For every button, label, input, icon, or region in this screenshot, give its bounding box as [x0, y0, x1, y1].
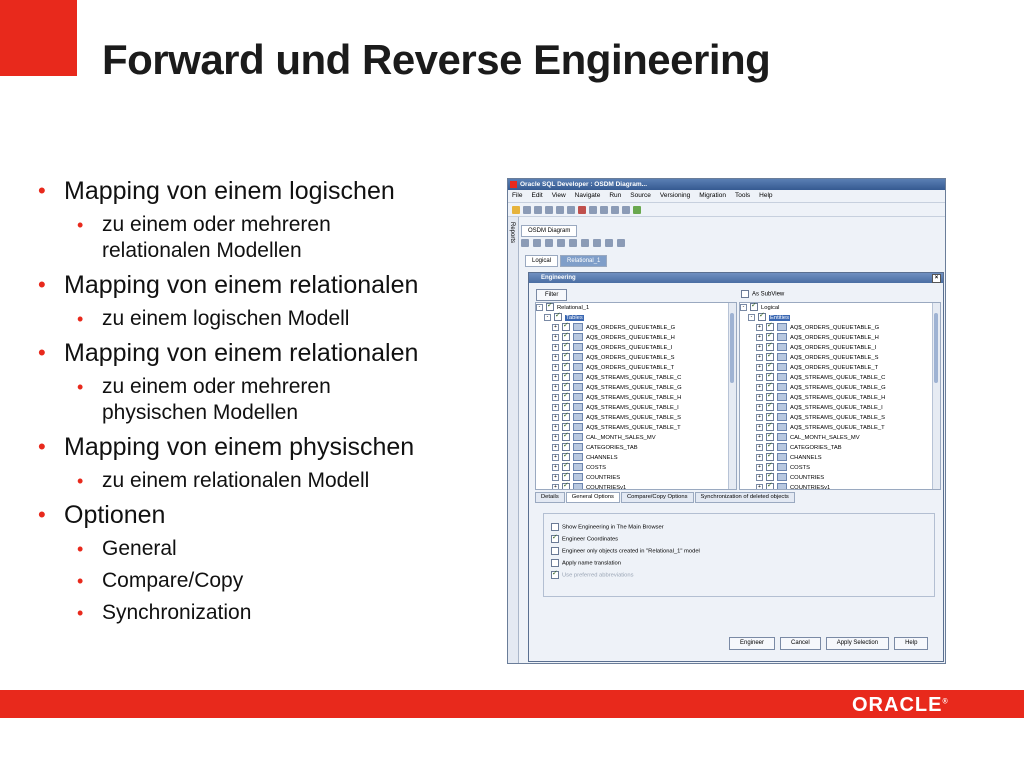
checkbox-icon[interactable] [562, 443, 570, 451]
checkbox-icon[interactable] [766, 343, 774, 351]
collapse-icon[interactable]: - [544, 314, 551, 321]
oracle-logo: ORACLE® [852, 694, 949, 716]
sub-bullet-line: • Compare/Copy [102, 569, 244, 592]
checkbox-icon[interactable] [562, 363, 570, 371]
expand-icon[interactable]: + [552, 354, 559, 361]
option-label: Engineer only objects created in "Relational_1" model [562, 548, 700, 555]
general-options-panel [543, 513, 935, 597]
tree-item-label: CHANNELS [790, 455, 822, 461]
sub-bullet-item [38, 468, 488, 494]
table-icon [573, 433, 583, 441]
sub-bullet-line: physischen Modellen [102, 401, 299, 424]
checkbox-icon[interactable] [766, 423, 774, 431]
tree-item-label: COUNTRIES [586, 475, 621, 481]
checkbox-icon[interactable] [562, 463, 570, 471]
table-icon [573, 393, 583, 401]
workspace [519, 217, 945, 663]
table-icon [777, 383, 787, 391]
tree-item-label: COUNTRIESv1 [586, 485, 627, 490]
tree-item-label: COUNTRIES [790, 475, 825, 481]
checkbox-icon[interactable] [562, 383, 570, 391]
tree-item-label: CAL_MONTH_SALES_MV [790, 435, 860, 441]
option-label: Engineer Coordinates [562, 536, 619, 543]
checkbox-icon[interactable] [766, 363, 774, 371]
red-corner-square [0, 0, 77, 76]
expand-icon[interactable]: + [756, 444, 763, 451]
table-icon [777, 323, 787, 331]
run-icon[interactable] [633, 206, 641, 214]
main-toolbar [508, 203, 945, 217]
checkbox-icon[interactable] [554, 313, 562, 321]
cut-icon[interactable] [578, 206, 586, 214]
table-icon [777, 403, 787, 411]
tree-root-label: Logical [761, 305, 780, 311]
fit-screen-icon[interactable] [605, 239, 613, 247]
option-checkbox[interactable] [551, 547, 700, 555]
tree-item-label: AQ$_ORDERS_QUEUETABLE_G [790, 325, 880, 331]
expand-icon[interactable]: + [756, 434, 763, 441]
tree-root-label: Relational_1 [557, 305, 590, 311]
option-checkbox[interactable] [551, 535, 618, 543]
checkbox-icon[interactable] [766, 483, 774, 490]
tree-item-label: AQ$_ORDERS_QUEUETABLE_I [790, 345, 877, 351]
expand-icon[interactable]: + [756, 454, 763, 461]
tree-item-label: AQ$_ORDERS_QUEUETABLE_H [586, 335, 675, 341]
tree-item-label: CATEGORIES_TAB [790, 445, 842, 451]
expand-icon[interactable]: + [756, 324, 763, 331]
table-icon [573, 363, 583, 371]
expand-icon[interactable]: + [552, 334, 559, 341]
target-tree-pane [739, 302, 941, 490]
checkbox-icon[interactable] [766, 373, 774, 381]
table-icon [573, 383, 583, 391]
expand-icon[interactable]: + [756, 484, 763, 490]
expand-icon[interactable]: + [756, 424, 763, 431]
option-label: Use preferred abbreviations [562, 572, 634, 579]
cancel-button[interactable]: Cancel [780, 637, 821, 650]
tree-item-label: AQ$_STREAMS_QUEUE_TABLE_T [790, 425, 885, 431]
tab-compare-copy-options[interactable]: Compare/Copy Options [621, 492, 694, 503]
option-checkbox [551, 571, 634, 579]
expand-icon[interactable]: + [756, 354, 763, 361]
dialog-buttons [729, 637, 928, 650]
checkbox-icon[interactable] [766, 473, 774, 481]
checkbox-icon[interactable] [766, 413, 774, 421]
checkbox-icon [551, 535, 559, 543]
as-subview-checkbox[interactable] [741, 290, 784, 298]
option-label: Show Engineering in The Main Browser [562, 524, 664, 531]
menu-item-run[interactable]: Run [609, 192, 622, 199]
tree-item-label: AQ$_STREAMS_QUEUE_TABLE_C [790, 375, 886, 381]
checkbox-icon [551, 523, 559, 531]
table-icon [777, 413, 787, 421]
checkbox-icon[interactable] [766, 323, 774, 331]
checkbox-icon [551, 571, 559, 579]
table-icon [573, 483, 583, 490]
tree-item-label: AQ$_ORDERS_QUEUETABLE_T [790, 365, 879, 371]
expand-icon[interactable]: + [552, 414, 559, 421]
tab-general-options[interactable]: General Options [566, 492, 620, 503]
table-icon [777, 423, 787, 431]
sub-bullet-item [38, 536, 488, 562]
checkbox-icon[interactable] [562, 473, 570, 481]
tree-item[interactable] [740, 483, 940, 490]
checkbox-icon[interactable] [562, 393, 570, 401]
menu-item-edit[interactable]: Edit [531, 192, 543, 199]
view-icon[interactable] [545, 239, 553, 247]
table-icon [573, 413, 583, 421]
dialog-title: Engineering [541, 275, 576, 281]
tree-item-label: AQ$_ORDERS_QUEUETABLE_I [586, 345, 673, 351]
table-icon [777, 343, 787, 351]
checkbox-icon[interactable] [562, 373, 570, 381]
checkbox-icon[interactable] [562, 413, 570, 421]
checkbox-icon[interactable] [766, 383, 774, 391]
expand-icon[interactable]: + [552, 394, 559, 401]
checkbox-icon[interactable] [562, 333, 570, 341]
expand-icon[interactable]: + [552, 424, 559, 431]
app-icon [510, 181, 517, 188]
sub-bullet-line: • zu einem oder mehreren [102, 375, 331, 398]
sub-bullet-item [38, 374, 488, 426]
expand-icon[interactable]: + [552, 384, 559, 391]
tree-item-label: AQ$_STREAMS_QUEUE_TABLE_T [586, 425, 681, 431]
checkbox-icon [551, 547, 559, 555]
diagram-toolbar [521, 237, 943, 249]
table-icon [573, 333, 583, 341]
expand-icon[interactable]: + [756, 404, 763, 411]
tree-item-label: AQ$_STREAMS_QUEUE_TABLE_I [586, 405, 679, 411]
help-button[interactable]: Help [894, 637, 928, 650]
checkbox-icon[interactable] [562, 323, 570, 331]
filter-button[interactable]: Filter [536, 289, 567, 301]
model-tabs [525, 255, 607, 267]
fk-icon[interactable] [557, 239, 565, 247]
table-icon [777, 463, 787, 471]
expand-icon[interactable]: + [756, 384, 763, 391]
window-titlebar [508, 179, 945, 190]
menu-item-source[interactable]: Source [630, 192, 651, 199]
expand-icon[interactable]: + [552, 344, 559, 351]
save-icon[interactable] [534, 206, 542, 214]
checkbox-icon[interactable] [766, 443, 774, 451]
table-icon [777, 483, 787, 490]
source-tree-pane [535, 302, 737, 490]
table-icon [573, 403, 583, 411]
reports-label: Reports [509, 222, 515, 244]
tree-item-label: CAL_MONTH_SALES_MV [586, 435, 656, 441]
save-all-icon[interactable] [545, 206, 553, 214]
zoom-out-icon[interactable] [593, 239, 601, 247]
table-icon [777, 453, 787, 461]
tree-folder-label: Tables [566, 315, 583, 321]
expand-icon[interactable]: + [552, 374, 559, 381]
sub-bullet-line: • zu einem oder mehreren [102, 213, 331, 236]
copy-icon[interactable] [589, 206, 597, 214]
sql-developer-window [507, 178, 946, 664]
checkbox-icon[interactable] [766, 393, 774, 401]
note-icon[interactable] [569, 239, 577, 247]
sub-bullet-line: relationalen Modellen [102, 239, 302, 262]
menu-item-view[interactable]: View [551, 192, 566, 199]
paste-icon[interactable] [600, 206, 608, 214]
checkbox-icon[interactable] [750, 303, 758, 311]
expand-icon[interactable]: + [552, 404, 559, 411]
tree-item[interactable] [536, 483, 736, 490]
sub-bullet-line: • zu einem logischen Modell [102, 307, 350, 330]
checkbox-icon[interactable] [562, 353, 570, 361]
oracle-logo-text: ORACLE [852, 694, 943, 716]
table-icon [777, 473, 787, 481]
tree-root[interactable] [536, 303, 736, 313]
tree-item-label: AQ$_ORDERS_QUEUETABLE_S [790, 355, 879, 361]
sub-bullet-line: • Synchronization [102, 601, 252, 624]
table-icon [777, 393, 787, 401]
checkbox-icon [741, 290, 749, 298]
tree-item-label: AQ$_STREAMS_QUEUE_TABLE_C [586, 375, 682, 381]
tab-relational[interactable]: Relational_1 [560, 255, 607, 267]
tree-item-label: AQ$_STREAMS_QUEUE_TABLE_H [586, 395, 682, 401]
tree-item-label: AQ$_ORDERS_QUEUETABLE_H [790, 335, 879, 341]
table-icon [573, 373, 583, 381]
tree-item-label: AQ$_STREAMS_QUEUE_TABLE_S [586, 415, 681, 421]
collapse-icon[interactable]: - [536, 304, 543, 311]
engineer-button[interactable]: Engineer [729, 637, 775, 650]
checkbox-icon[interactable] [766, 403, 774, 411]
expand-icon[interactable]: + [756, 464, 763, 471]
checkbox-icon[interactable] [766, 463, 774, 471]
new-icon[interactable] [512, 206, 520, 214]
as-subview-label: As SubView [752, 291, 785, 298]
tree-folder-label: Entities [770, 315, 790, 321]
table-icon[interactable] [533, 239, 541, 247]
checkbox-icon[interactable] [766, 333, 774, 341]
checkbox-icon[interactable] [562, 483, 570, 490]
bullet-item: • Mapping von einem logischen [38, 176, 488, 206]
tree-item-label: COUNTRIESv1 [790, 485, 831, 490]
table-icon [777, 443, 787, 451]
expand-icon[interactable]: + [756, 394, 763, 401]
checkbox-icon[interactable] [758, 313, 766, 321]
tab-synchronization-of-deleted-objects[interactable]: Synchronization of deleted objects [695, 492, 795, 503]
redo-icon[interactable] [567, 206, 575, 214]
expand-icon[interactable]: + [756, 364, 763, 371]
tree-item-label: AQ$_STREAMS_QUEUE_TABLE_G [790, 385, 886, 391]
bullet-item: • Optionen [38, 500, 488, 530]
expand-icon[interactable]: + [756, 414, 763, 421]
table-icon [573, 323, 583, 331]
bullet-item: • Mapping von einem relationalen [38, 270, 488, 300]
apply-selection-button[interactable]: Apply Selection [826, 637, 889, 650]
table-icon [573, 463, 583, 471]
collapse-icon[interactable]: - [748, 314, 755, 321]
checkbox-icon[interactable] [562, 343, 570, 351]
tree-item-label: CATEGORIES_TAB [586, 445, 638, 451]
tree-item-label: AQ$_ORDERS_QUEUETABLE_T [586, 365, 675, 371]
actual-size-icon[interactable] [617, 239, 625, 247]
sub-bullet-line: • zu einem relationalen Modell [102, 469, 370, 492]
expand-icon[interactable]: + [552, 464, 559, 471]
select-icon[interactable] [521, 239, 529, 247]
tab-logical[interactable]: Logical [525, 255, 558, 267]
table-icon [777, 363, 787, 371]
tree-item-label: AQ$_STREAMS_QUEUE_TABLE_S [790, 415, 885, 421]
expand-icon[interactable]: + [552, 454, 559, 461]
menu-item-migration[interactable]: Migration [699, 192, 726, 199]
tab-details[interactable]: Details [535, 492, 565, 503]
checkbox-icon[interactable] [766, 433, 774, 441]
menu-item-versioning[interactable]: Versioning [659, 192, 691, 199]
bullet-item: • Mapping von einem physischen [38, 432, 488, 462]
table-icon [777, 353, 787, 361]
slide-title: Forward und Reverse Engineering [102, 36, 771, 83]
expand-icon[interactable]: + [756, 474, 763, 481]
table-icon [573, 423, 583, 431]
tab-osdm-diagram[interactable]: OSDM Diagram [521, 225, 577, 237]
expand-icon[interactable]: + [552, 474, 559, 481]
reports-side-panel[interactable] [508, 217, 519, 663]
menu-item-file[interactable]: File [512, 192, 523, 199]
expand-icon[interactable]: + [552, 324, 559, 331]
sub-bullet-line: • General [102, 537, 177, 560]
option-checkbox[interactable] [551, 523, 664, 531]
table-icon [777, 333, 787, 341]
sub-bullet-item [38, 568, 488, 594]
close-icon[interactable]: × [932, 274, 941, 283]
back-icon[interactable] [611, 206, 619, 214]
bullet-list [38, 176, 488, 632]
tree-item-label: AQ$_STREAMS_QUEUE_TABLE_G [586, 385, 682, 391]
checkbox-icon[interactable] [562, 433, 570, 441]
menu-item-navigate[interactable]: Navigate [574, 192, 601, 199]
checkbox-icon [551, 559, 559, 567]
sub-bullet-item [38, 306, 488, 332]
forward-icon[interactable] [622, 206, 630, 214]
option-checkbox[interactable] [551, 559, 621, 567]
table-icon [573, 343, 583, 351]
checkbox-icon[interactable] [766, 453, 774, 461]
table-icon [777, 373, 787, 381]
expand-icon[interactable]: + [552, 434, 559, 441]
tree-item-label: AQ$_ORDERS_QUEUETABLE_G [586, 325, 676, 331]
menu-bar [508, 190, 945, 203]
expand-icon[interactable]: + [552, 444, 559, 451]
checkbox-icon[interactable] [546, 303, 554, 311]
checkbox-icon[interactable] [766, 353, 774, 361]
tree-item-label: COSTS [586, 465, 606, 471]
zoom-in-icon[interactable] [581, 239, 589, 247]
expand-icon[interactable]: + [756, 344, 763, 351]
options-tabs [535, 492, 795, 503]
table-icon [777, 433, 787, 441]
table-icon [573, 453, 583, 461]
option-label: Apply name translation [562, 560, 621, 567]
tree-item-label: AQ$_STREAMS_QUEUE_TABLE_H [790, 395, 886, 401]
undo-icon[interactable] [556, 206, 564, 214]
tree-item-label: AQ$_ORDERS_QUEUETABLE_S [586, 355, 675, 361]
sub-bullet-item [38, 212, 488, 264]
checkbox-icon[interactable] [562, 423, 570, 431]
table-icon [573, 443, 583, 451]
expand-icon[interactable]: + [756, 334, 763, 341]
dialog-titlebar [529, 273, 943, 283]
table-icon [573, 353, 583, 361]
expand-icon[interactable]: + [552, 364, 559, 371]
open-icon[interactable] [523, 206, 531, 214]
expand-icon[interactable]: + [552, 484, 559, 490]
tree-root[interactable] [740, 303, 940, 313]
table-icon [573, 473, 583, 481]
checkbox-icon[interactable] [562, 403, 570, 411]
checkbox-icon[interactable] [562, 453, 570, 461]
collapse-icon[interactable]: - [740, 304, 747, 311]
expand-icon[interactable]: + [756, 374, 763, 381]
engineering-dialog [528, 272, 944, 662]
bullet-item: • Mapping von einem relationalen [38, 338, 488, 368]
tree-item-label: COSTS [790, 465, 810, 471]
tree-item-label: CHANNELS [586, 455, 618, 461]
menu-item-tools[interactable]: Tools [734, 192, 751, 199]
sub-bullet-item [38, 600, 488, 626]
window-title: Oracle SQL Developer : OSDM Diagram... [520, 181, 648, 188]
menu-item-help[interactable]: Help [759, 192, 773, 199]
tree-item-label: AQ$_STREAMS_QUEUE_TABLE_I [790, 405, 883, 411]
